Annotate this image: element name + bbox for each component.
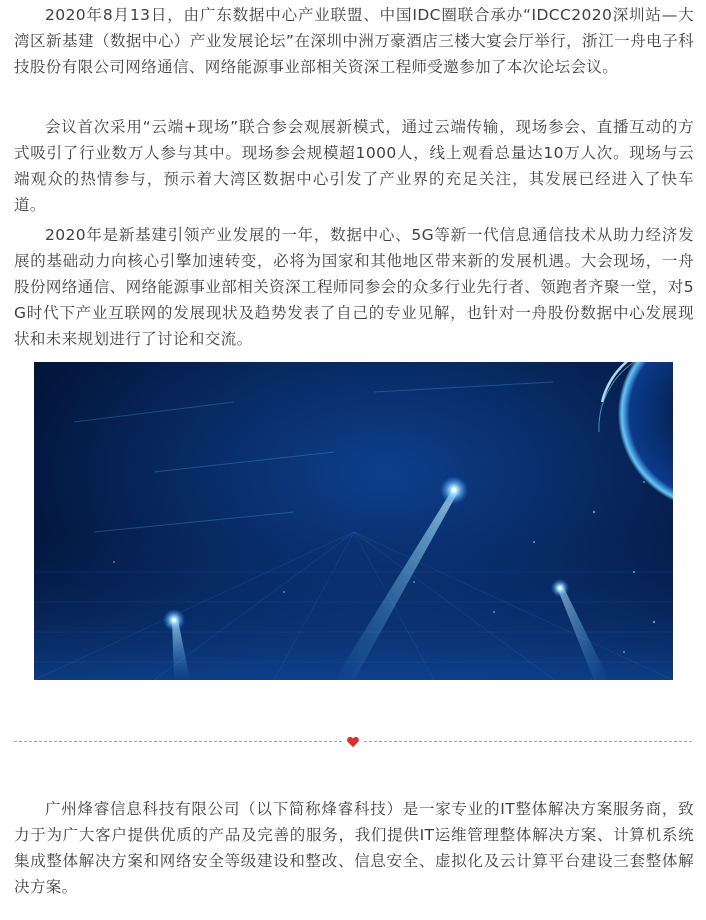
article-paragraph-2: 会议首次采用“云端+现场”联合参会观展新模式，通过云端传输，现场参会、直播互动的方式吸引了行业数万人参与其中。现场参会规模超1000人，线上观看总量达10万人次。现场与云端观众的热情参与，预示着大湾区数据中心引发了产业界的充足关注，其发展已经进入了快车道。 bbox=[14, 118, 694, 214]
tech-banner-image bbox=[34, 362, 673, 680]
heart-icon bbox=[346, 735, 360, 749]
article-paragraph-1: 2020年8月13日，由广东数据中心产业联盟、中国IDC圈联合承办“IDCC2020深圳站—大湾区新基建（数据中心）产业发展论坛”在深圳中洲万豪酒店三楼大宴会厅举行，浙江一舟电子科技股份有限公司网络通信、网络能源事业部相关资深工程师受邀参加了本次论坛会议。 bbox=[14, 6, 694, 76]
company-intro-paragraph: 广州烽睿信息科技有限公司（以下简称烽睿科技）是一家专业的IT整体解决方案服务商，致力于为广大客户提供优质的产品及完善的服务，我们提供IT运维管理整体解决方案、计算机系统集成整体解决方案和网络安全等级建设和整改、信息安全、虚拟化及云计算平台建设三套整体解决方案。 bbox=[14, 800, 694, 896]
divider-line-left bbox=[14, 741, 342, 742]
divider-line-right bbox=[364, 741, 692, 742]
article-paragraph-3: 2020年是新基建引领产业发展的一年，数据中心、5G等新一代信息通信技术从助力经济发展的基础动力向核心引擎加速转变，必将为国家和其他地区带来新的发展机遇。大会现场，一舟股份网络通信、网络能源事业部相关资深工程师同参会的众多行业先行者、领跑者齐聚一堂，对5G时代下产业互联网的发展现状及趋势发表了自己的专业见解，也针对一舟股份数据中心发展现状和未来规划进行了讨论和交流。 bbox=[14, 226, 694, 348]
section-divider bbox=[14, 735, 692, 749]
tech-banner-graphic bbox=[34, 362, 673, 680]
